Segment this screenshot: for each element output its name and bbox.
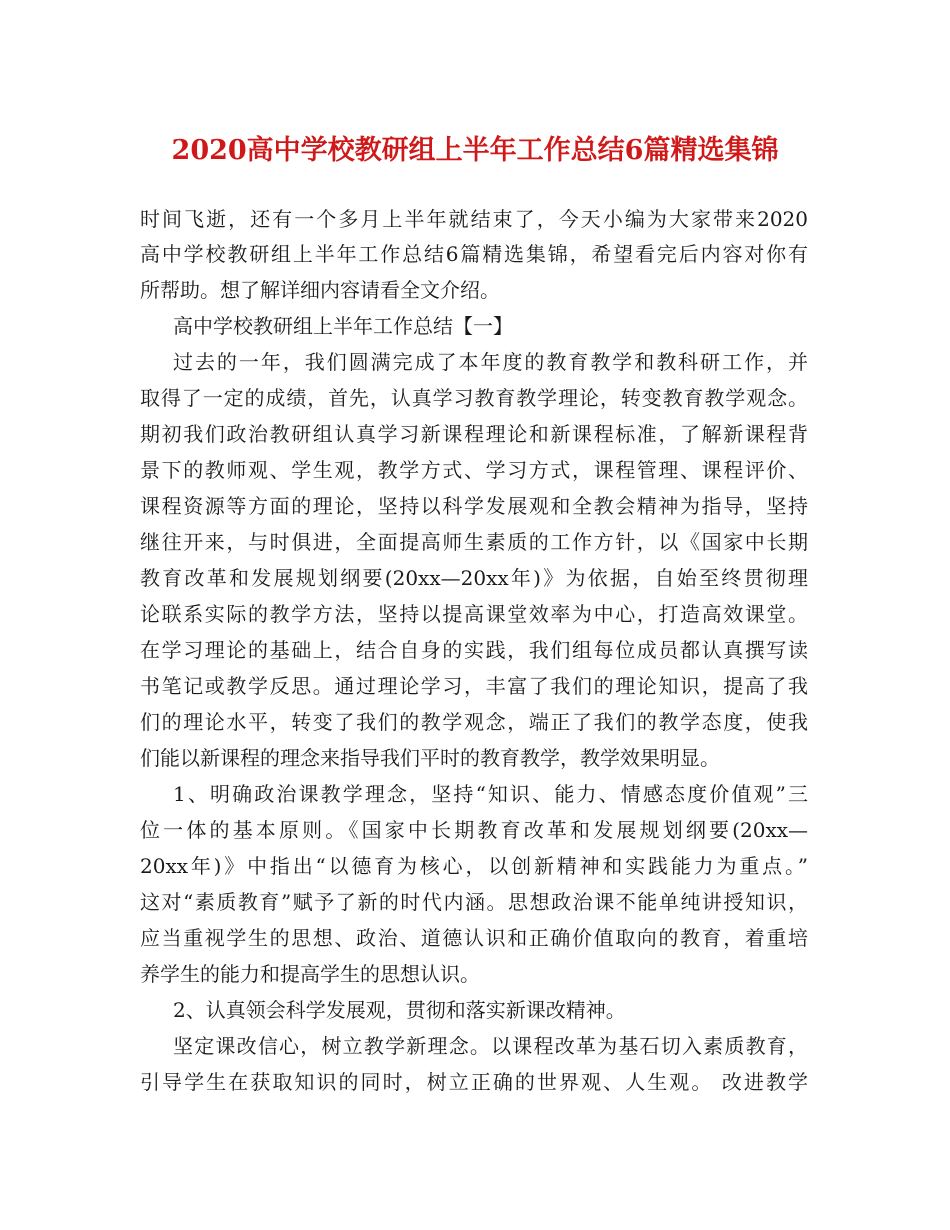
text-line: 时间飞逝，还有一个多月上半年就结束了，今天小编为大家带来2020 (140, 207, 808, 231)
text-line: 20xx年)》中指出“以德育为核心，以创新精神和实践能力为重点。” (140, 854, 808, 878)
text-line: 2、认真领会科学发展观，贯彻和落实新课改精神。 (173, 998, 626, 1022)
text-line: 高中学校教研组上半年工作总结6篇精选集锦，希望看完后内容对你有 (140, 242, 808, 266)
text-line: 养学生的能力和提高学生的思想认识。 (140, 962, 480, 986)
text-line: 应当重视学生的思想、政治、道德认识和正确价值取向的教育，着重培 (140, 926, 808, 950)
text-line: 书笔记或教学反思。通过理论学习，丰富了我们的理论知识，提高了我 (140, 674, 808, 698)
text-line: 过去的一年，我们圆满完成了本年度的教育教学和教科研工作，并 (173, 350, 808, 374)
text-line: 们能以新课程的理念来指导我们平时的教育教学，教学效果明显。 (140, 746, 720, 770)
text-line: 位一体的基本原则。《国家中长期教育改革和发展规划纲要(20xx— (140, 818, 808, 842)
text-line: 坚定课改信心，树立教学新理念。以课程改革为基石切入素质教育， (173, 1034, 808, 1058)
text-line: 所帮助。想了解详细内容请看全文介绍。 (140, 278, 500, 302)
text-line: 这对“素质教育”赋予了新的时代内涵。思想政治课不能单纯讲授知识， (140, 890, 808, 914)
text-line: 继往开来，与时俱进，全面提高师生素质的工作方针，以《国家中长期 (140, 530, 808, 554)
text-line: 在学习理论的基础上，结合自身的实践，我们组每位成员都认真撰写读 (140, 638, 808, 662)
text-line: 取得了一定的成绩，首先，认真学习教育教学理论，转变教育教学观念。 (140, 386, 808, 410)
text-line: 引导学生在获取知识的同时，树立正确的世界观、人生观。 改进教学 (140, 1070, 808, 1094)
text-line: 教育改革和发展规划纲要(20xx—20xx年)》为依据，自始至终贯彻理 (140, 566, 808, 590)
text-line: 景下的教师观、学生观，教学方式、学习方式，课程管理、课程评价、 (140, 458, 808, 482)
text-line: 1、明确政治课教学理念，坚持“知识、能力、情感态度价值观”三 (173, 782, 808, 806)
document-title: 2020高中学校教研组上半年工作总结6篇精选集锦 (171, 135, 779, 166)
section-heading: 高中学校教研组上半年工作总结【一】 (173, 314, 513, 338)
text-line: 课程资源等方面的理论，坚持以科学发展观和全教会精神为指导，坚持 (140, 494, 808, 518)
text-line: 期初我们政治教研组认真学习新课程理论和新课程标准，了解新课程背 (140, 422, 808, 446)
text-line: 们的理论水平，转变了我们的教学观念，端正了我们的教学态度，使我 (140, 710, 808, 734)
text-line: 论联系实际的教学方法，坚持以提高课堂效率为中心，打造高效课堂。 (140, 602, 808, 626)
